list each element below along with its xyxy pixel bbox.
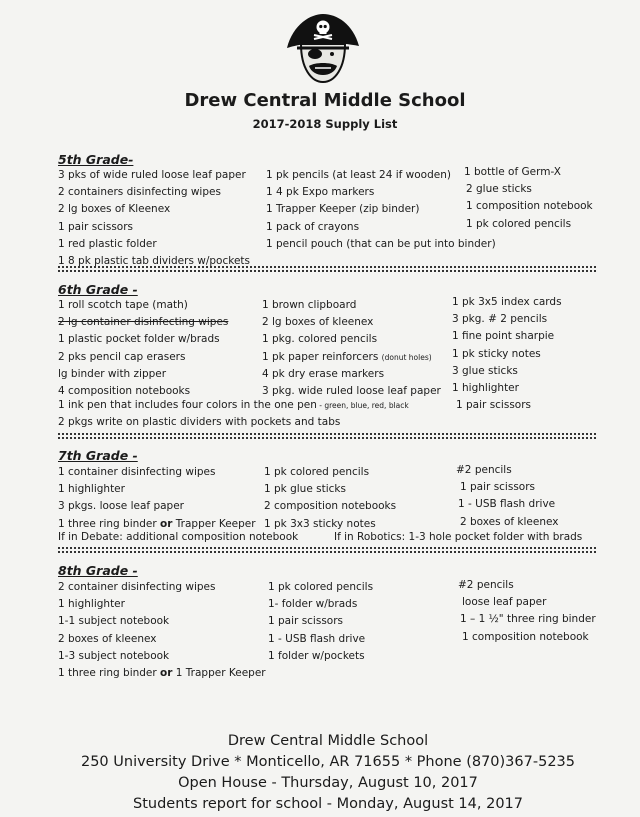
list-item: 4 composition notebooks [58,384,191,397]
grade8-heading: 8th Grade - [58,563,138,578]
list-item: 1 Trapper Keeper (zip binder) [266,203,420,216]
list-item: 1 pk sticky notes [452,347,541,360]
list-item: 1 pk glue sticks [264,483,346,496]
grade7-col3 [456,462,558,531]
grade6-dividers: 2 pkgs write on plastic dividers with pockets and tabs [58,416,341,428]
list-item: 2 composition notebooks [264,500,397,513]
list-item: 1 roll scotch tape (math) [58,299,188,311]
list-item: 1 pk colored pencils [466,217,572,230]
grade8-col1 [58,579,266,682]
pirate-logo [283,10,361,88]
list-item: 2 boxes of kleenex [58,632,157,645]
item-or: or [160,517,173,530]
list-item: 1 composition notebook [466,200,593,213]
item-or: or [160,666,173,679]
grade7-heading: 7th Grade - [58,448,138,463]
list-item [58,665,266,682]
list-item: 2 lg boxes of kleenex [262,316,374,329]
list-item: 1-3 subject notebook [58,649,170,662]
list-item: 1 highlighter [58,598,125,611]
list-item: lg binder with zipper [58,367,167,380]
list-item: 2 container disinfecting wipes [58,581,216,593]
footer-school: Drew Central Middle School [227,733,429,749]
list-item: 1 red plastic folder [58,237,157,250]
list-item: 2 lg boxes of Kleenex [58,203,171,216]
list-item: 1 pkg. colored pencils [262,333,378,346]
footer-report-date: Students report for school - Monday, August 14, 2017 [132,796,523,812]
list-item: 1 container disinfecting wipes [58,466,216,478]
list-item: 2 boxes of kleenex [460,515,559,528]
list-item: 1 pk pencils (at least 24 if wooden) [266,169,451,181]
list-item: loose leaf paper [462,596,547,609]
list-item: 1- folder w/brads [268,598,358,611]
grade7-col1 [58,464,256,533]
list-item: 1 – 1 ½" three ring binder [460,613,596,626]
item-text: Trapper Keeper [172,517,256,530]
item-text: 1 three ring binder [58,666,161,679]
list-item: 1 brown clipboard [262,299,357,311]
list-item: 1 - USB flash drive [268,632,366,645]
list-item [262,349,441,366]
list-item: 1 pair scissors [460,481,536,494]
list-item: 1 pk colored pencils [264,466,370,478]
list-item: 1 pair scissors [268,615,344,628]
list-item: #2 pencils [458,579,514,591]
grade6-heading: 6th Grade - [58,282,138,297]
list-item: 1 highlighter [452,381,519,394]
grade5-col1 [58,167,250,270]
list-item: 1 composition notebook [462,630,589,643]
grade5-col2 [266,167,496,253]
grade7-col2 [264,464,396,533]
list-item: 1 pencil pouch (that can be put into binder) [266,237,496,250]
list-item: 3 pkg. # 2 pencils [452,313,548,326]
list-item: 1 fine point sharpie [452,330,555,343]
list-item: 1 pk 3x3 sticky notes [264,517,376,530]
list-item: 1 highlighter [58,483,125,496]
footer-address: 250 University Drive * Monticello, AR 71655 * Phone (870)367-5235 [80,754,575,770]
list-item: 1 bottle of Germ-X [464,166,561,178]
grade8-col2 [268,579,373,665]
page-subtitle: 2017-2018 Supply List [252,117,398,131]
list-item: 1 folder w/pockets [268,649,365,662]
list-item: 2 glue sticks [466,183,532,196]
grade6-ink-pen [58,399,409,411]
list-item: 2 containers disinfecting wipes [58,186,221,199]
separator [58,266,596,272]
list-item: 4 pk dry erase markers [262,367,385,380]
item-text: 1 three ring binder [58,517,161,530]
grade7-debate: If in Debate: additional composition notebook [58,531,299,543]
grade7-robotics: If in Robotics: 1-3 hole pocket folder with brads [334,531,583,543]
item-text: 1 pk paper reinforcers [262,350,379,363]
list-item: 1-1 subject notebook [58,615,170,628]
list-item: 2 pks pencil cap erasers [58,350,186,363]
list-item: 1 pk colored pencils [268,581,374,593]
grade5-col3 [464,164,593,233]
list-item: 1 pk 3x5 index cards [452,296,562,308]
list-item: 3 pkgs. loose leaf paper [58,500,184,513]
grade6-col3 [452,294,562,414]
grade5-heading: 5th Grade- [58,152,134,167]
separator [58,433,596,439]
list-item: 1 4 pk Expo markers [266,186,375,199]
separator [58,547,596,553]
list-item: 3 pks of wide ruled loose leaf paper [58,169,246,181]
item-text: 1 Trapper Keeper [172,666,266,679]
grade6-col2 [262,297,441,400]
item-text: 1 ink pen that includes four colors in the one pen [58,399,317,411]
list-item: 1 plastic pocket folder w/brads [58,333,220,346]
list-item: 2 lg container disinfecting wipes [58,316,229,329]
list-item: #2 pencils [456,464,512,476]
page-title: Drew Central Middle School [184,90,466,111]
list-item: 1 pair scissors [456,399,532,412]
grade6-col1 [58,297,228,400]
list-item: 1 pair scissors [58,220,134,233]
item-note: (donut holes) [381,352,432,362]
list-item: 1 8 pk plastic tab dividers w/pockets [58,254,251,267]
list-item: 3 pkg. wide ruled loose leaf paper [262,384,441,397]
list-item: 3 glue sticks [452,364,518,377]
grade8-col3 [458,577,596,646]
list-item: 1 - USB flash drive [458,498,556,511]
item-note: - green, blue, red, black [316,401,409,410]
list-item: 1 pack of crayons [266,220,360,233]
footer-open-house: Open House - Thursday, August 10, 2017 [178,775,478,791]
